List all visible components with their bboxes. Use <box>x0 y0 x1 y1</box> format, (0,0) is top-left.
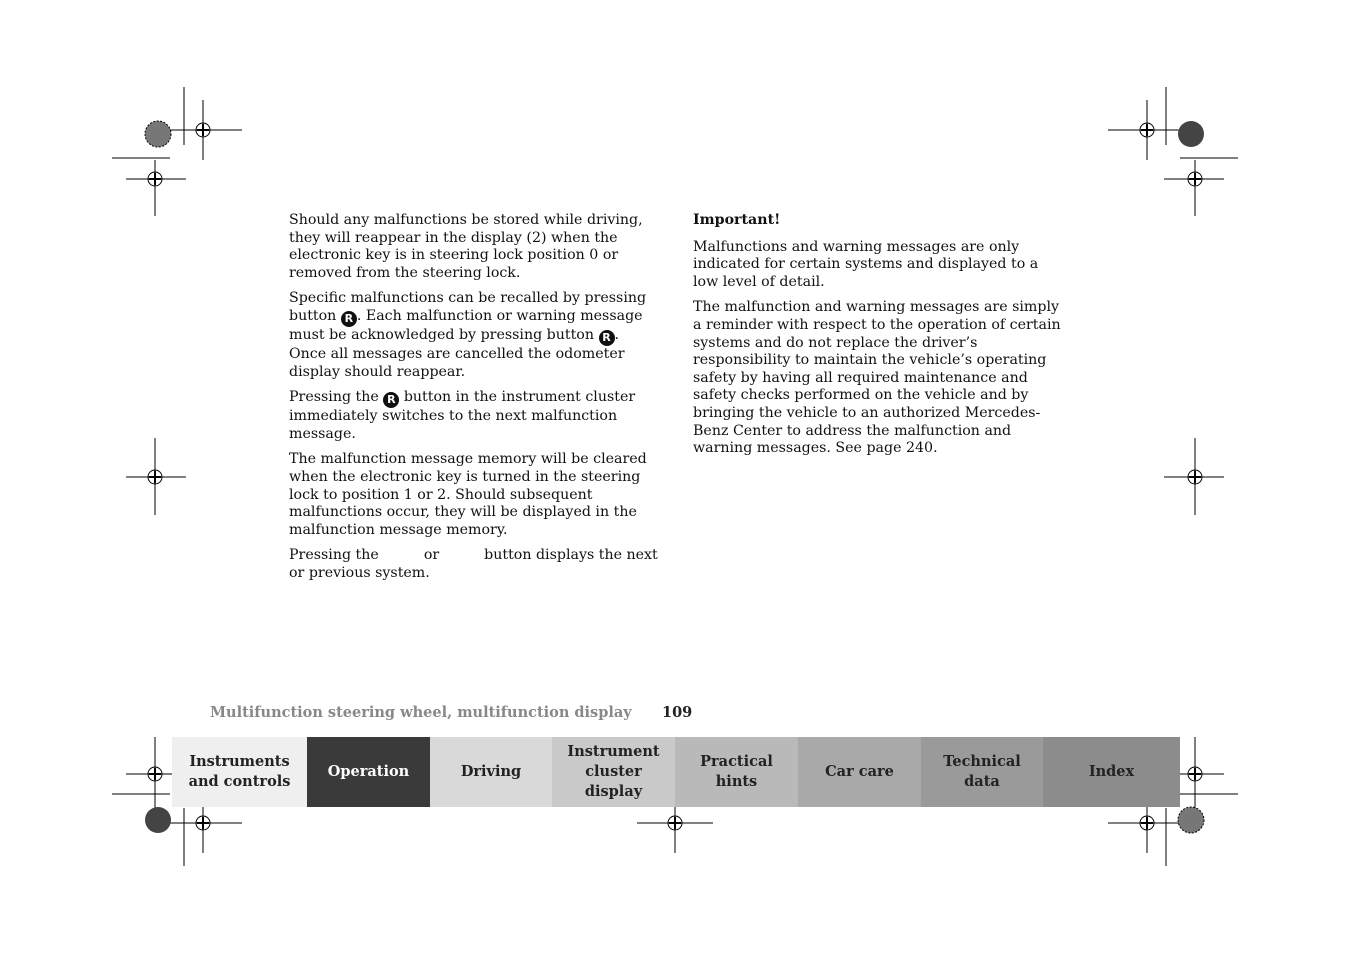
paragraph <box>289 389 659 443</box>
page-number: 109 <box>662 704 693 721</box>
reset-button-icon: R <box>599 330 615 346</box>
text-run: or <box>419 547 444 564</box>
chapter-nav <box>172 737 1180 807</box>
reset-button-icon: R <box>383 392 399 408</box>
paragraph <box>289 547 659 582</box>
tab-operation[interactable] <box>307 737 430 807</box>
tab-label: Practical hints <box>700 753 773 790</box>
text-run: Pressing the <box>289 389 384 406</box>
tab-instrument-cluster-display[interactable] <box>552 737 675 807</box>
paragraph: Malfunctions and warning messages are only indicated for certain systems and displayed to a low level of detail. <box>693 238 1039 290</box>
text-run: button in the instrument cluster immediately switches to the next malfunction message. <box>289 389 636 442</box>
tab-label: Operation <box>327 763 410 780</box>
paragraph: The malfunction and warning messages are simply a reminder with respect to the operation of certain systems and do not replace the driver’s responsibility to maintain the vehicle’s operating safety by having all required maintenance and safety checks performed on the vehicle and by bringing the vehicle to an authorized Mercedes-Benz Center to address the malfunction and warning messages. See page 240. <box>693 299 1061 457</box>
paragraph: Should any malfunctions be stored while driving, they will reappear in the display (2) when the electronic key is in steering lock position 0 or removed from the steering lock. <box>289 212 643 281</box>
tab-label: Car care <box>825 763 894 780</box>
tab-label: Technical data <box>943 753 1021 790</box>
paragraph <box>289 290 659 381</box>
text-run: Specific malfunctions can be recalled by pressing button <box>289 290 647 324</box>
tab-driving[interactable] <box>430 737 552 807</box>
text-run: Pressing the <box>289 547 384 564</box>
tab-car-care[interactable] <box>798 737 921 807</box>
tab-label: Instruments and controls <box>188 753 291 790</box>
text-run: . Each malfunction or warning message must be acknowledged by pressing button <box>289 307 643 343</box>
text-run: button displays the next or previous system. <box>289 547 658 581</box>
reset-button-icon: R <box>341 311 357 327</box>
tab-label: Instrument cluster display <box>567 743 660 800</box>
tab-index[interactable] <box>1043 737 1180 807</box>
tab-technical-data[interactable] <box>921 737 1043 807</box>
paragraph: The malfunction message memory will be cleared when the electronic key is turned in the steering lock to position 1 or 2. Should subsequent malfunctions occur, they will be displayed in the malfunction message memory. <box>289 451 647 538</box>
left-text-column <box>289 212 659 591</box>
tab-practical-hints[interactable] <box>675 737 798 807</box>
right-text-column <box>693 212 1063 466</box>
tab-label: Driving <box>460 763 522 780</box>
tab-label: Index <box>1088 763 1135 780</box>
tab-instruments-and-controls[interactable] <box>172 737 307 807</box>
text-run: . Once all messages are cancelled the odometer display should reappear. <box>289 326 625 380</box>
section-title: Multifunction steering wheel, multifunction display <box>210 704 632 721</box>
important-heading: Important! <box>693 212 781 228</box>
